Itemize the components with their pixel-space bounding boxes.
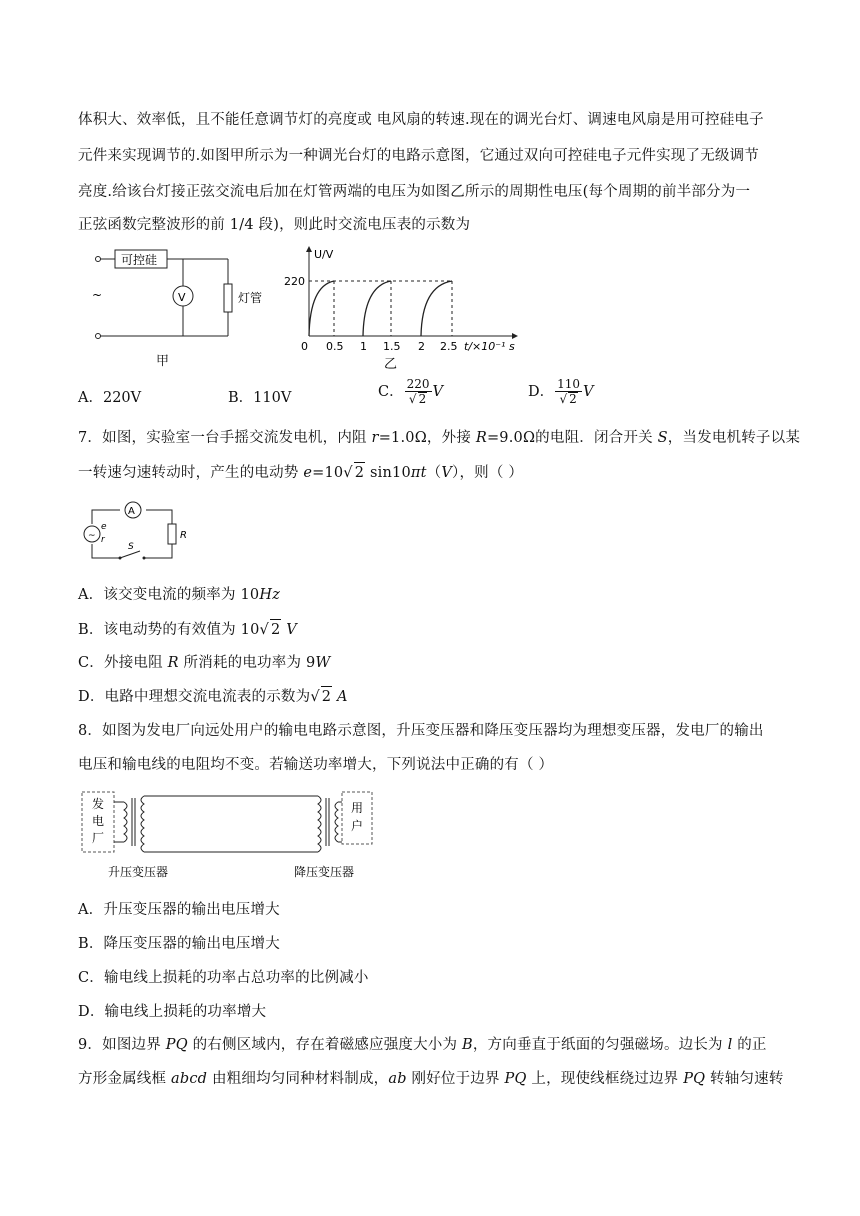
lamp-label: 灯管 — [238, 291, 263, 305]
q8-option-c: C．输电线上损耗的功率占总功率的比例减小 — [78, 970, 369, 986]
q6-option-a: A．220V — [78, 390, 142, 406]
q9-line-2: 方形金属线框 abcd 由粗细均匀同种材料制成，ab 刚好位于边界 PQ 上，现使线框绕过边界 PQ 转轴匀速转 — [78, 1071, 784, 1087]
svg-text:V: V — [178, 291, 186, 304]
q7-option-a: A．该交变电流的频率为 10Hz — [78, 587, 281, 603]
step-up-secondary-coil — [141, 796, 144, 852]
scr-label: 可控硅 — [121, 253, 158, 267]
ac-symbol: ~ — [92, 288, 103, 302]
step-down-secondary-coil — [335, 802, 338, 842]
q7-option-c: C．外接电阻 R 所消耗的电功率为 9W — [78, 655, 331, 671]
svg-text:发: 发 — [92, 797, 105, 811]
y-axis-label: U/V — [314, 248, 334, 261]
waveform-3 — [421, 281, 452, 336]
figure-jia-caption: 甲 — [156, 354, 170, 369]
figure-yi-graph — [284, 244, 534, 374]
q9-line-1: 9．如图边界 PQ 的右侧区域内，存在着磁感应强度大小为 B，方向垂直于纸面的匀强磁场。边长为 l 的正 — [78, 1037, 767, 1053]
step-up-primary-coil — [124, 802, 127, 842]
resistor-r — [168, 524, 176, 544]
q8-figure-transmission — [80, 788, 380, 888]
svg-text:r: r — [101, 535, 105, 545]
user-box — [342, 792, 372, 844]
tick-1.5: 1.5 — [383, 340, 401, 353]
waveform-2 — [363, 281, 391, 336]
svg-text:厂: 厂 — [92, 831, 105, 845]
step-down-primary-coil — [318, 796, 321, 852]
q6-option-b: B．110V — [228, 390, 292, 406]
q8-line-2: 电压和输电线的电阻均不变。若输送功率增大，下列说法中正确的有（ ） — [78, 757, 554, 773]
q8-option-d: D．输电线上损耗的功率增大 — [78, 1004, 267, 1020]
q7-option-b: B．该电动势的有效值为 10√ 2 V — [78, 619, 297, 640]
q6-line-2: 元件来实现调节的.如图甲所示为一种调光台灯的电路示意图，它通过双向可控硅电子元件实现了无级调节 — [78, 148, 760, 164]
tick-2.5: 2.5 — [440, 340, 458, 353]
svg-text:电: 电 — [92, 814, 105, 828]
q8-line-1: 8．如图为发电厂向远处用户的输电电路示意图，升压变压器和降压变压器均为理想变压器，发电厂的输出 — [78, 723, 764, 739]
step-down-label: 降压变压器 — [294, 865, 355, 879]
q8-option-b: B．降压变压器的输出电压增大 — [78, 936, 280, 952]
x-axis-label: t/×10⁻¹ s — [464, 340, 515, 353]
lamp-tube — [224, 284, 232, 312]
q6-line-1: 体积大、效率低，且不能任意调节灯的亮度或 电风扇的转速.现在的调光台灯、调速电风扇是用可控硅电子 — [78, 112, 764, 128]
q7-line-1: 7．如图，实验室一台手摇交流发电机，内阻 r=1.0Ω，外接 R=9.0Ω的电阻．闭合开关 S，当发电机转子以某 — [78, 430, 801, 446]
q6-line-4: 正弦函数完整波形的前 1/4 段)，则此时交流电压表的示数为 — [78, 217, 471, 233]
figure-jia-circuit — [88, 244, 288, 344]
waveform-1 — [309, 281, 334, 336]
svg-text:R: R — [180, 530, 187, 541]
q7-option-d: D．电路中理想交流电流表的示数为√ 2 A — [78, 686, 348, 707]
svg-text:户: 户 — [351, 819, 364, 833]
svg-text:S: S — [128, 542, 134, 552]
q8-option-a: A．升压变压器的输出电压增大 — [78, 902, 280, 918]
svg-text:A: A — [128, 506, 135, 517]
q6-option-d: D． $\frac{110}{√ 2}$ V — [528, 377, 594, 406]
tick-2: 2 — [418, 340, 425, 353]
q7-line-2: 一转速匀速转动时，产生的电动势 e=10√ 2 sin10πt（V），则（ ） — [78, 462, 523, 483]
svg-text:~: ~ — [88, 531, 96, 541]
figure-yi-caption: 乙 — [384, 357, 398, 372]
q6-option-c: C． $\frac{220}{√ 2}$ V — [378, 377, 443, 406]
q6-line-3: 亮度.给该台灯接正弦交流电后加在灯管两端的电压为如图乙所示的周期性电压(每个周期的前半部分为一 — [78, 184, 751, 200]
tick-1: 1 — [360, 340, 367, 353]
q7-figure-circuit — [80, 496, 190, 568]
svg-text:e: e — [101, 522, 107, 532]
tick-0: 0 — [301, 340, 308, 353]
svg-text:用: 用 — [351, 801, 364, 815]
peak-label: 220 — [284, 275, 305, 288]
tick-0.5: 0.5 — [326, 340, 344, 353]
step-up-label: 升压变压器 — [108, 865, 169, 879]
